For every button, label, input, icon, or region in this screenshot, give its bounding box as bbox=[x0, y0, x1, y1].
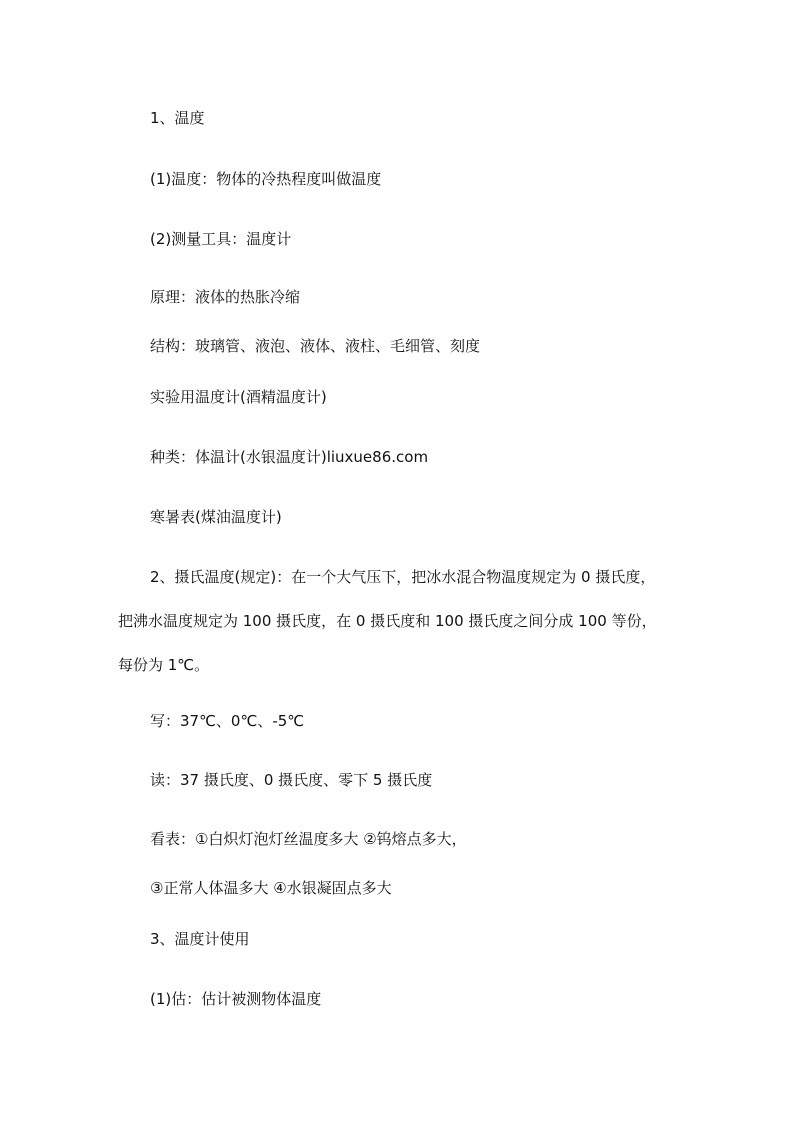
estimate-line: (1)估：估计被测物体温度 bbox=[150, 990, 322, 1008]
look-table-line: 看表：①白炽灯泡灯丝温度多大 ②钨熔点多大， bbox=[150, 830, 467, 848]
read-line: 读：37 摄氏度、0 摄氏度、零下 5 摄氏度 bbox=[150, 771, 433, 789]
types-line: 种类：体温计(水银温度计)liuxue86.com bbox=[150, 448, 429, 466]
celsius-line-1: 2、摄氏温度(规定)：在一个大气压下，把冰水混合物温度规定为 0 摄氏度， bbox=[150, 568, 656, 586]
lab-thermometer-line: 实验用温度计(酒精温度计) bbox=[150, 388, 327, 406]
write-line: 写：37℃、0℃、-5℃ bbox=[150, 712, 305, 730]
celsius-line-2: 把沸水温度规定为 100 摄氏度，在 0 摄氏度和 100 摄氏度之间分成 100 等份， bbox=[118, 612, 657, 630]
weather-thermometer-line: 寒暑表(煤油温度计) bbox=[150, 508, 282, 526]
definition-line: (1)温度：物体的冷热程度叫做温度 bbox=[150, 170, 382, 188]
section-heading-temperature: 1、温度 bbox=[150, 109, 205, 127]
principle-line: 原理：液体的热胀冷缩 bbox=[150, 288, 301, 306]
section-heading-usage: 3、温度计使用 bbox=[150, 930, 250, 948]
structure-line: 结构：玻璃管、液泡、液体、液柱、毛细管、刻度 bbox=[150, 337, 481, 355]
celsius-paragraph bbox=[118, 567, 678, 675]
look-table-line-2: ③正常人体温多大 ④水银凝固点多大 bbox=[150, 879, 392, 897]
tool-line: (2)测量工具：温度计 bbox=[150, 230, 292, 248]
celsius-line-3: 每份为 1℃。 bbox=[118, 656, 210, 674]
